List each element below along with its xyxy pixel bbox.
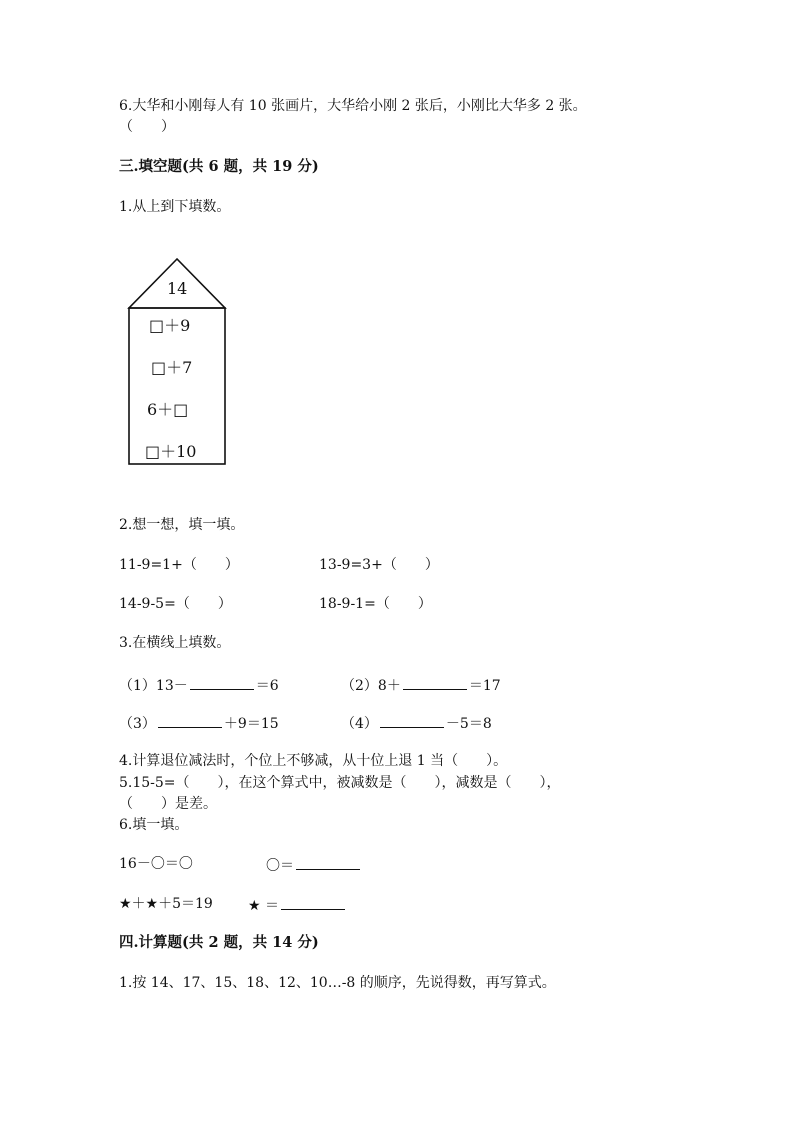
- q3-item1-before: （1）13－: [119, 678, 188, 694]
- fill-blank[interactable]: [380, 713, 444, 728]
- q6-row2-right-label: ★ ＝: [248, 898, 280, 914]
- fill-blank[interactable]: [158, 713, 222, 728]
- q6-row1-right-label: 〇＝: [266, 858, 294, 874]
- fill-blank[interactable]: [281, 895, 345, 910]
- question-3-5-line-1: 5.15-5=（ ），在这个算式中，被减数是（ ），减数是（ ），: [119, 775, 561, 791]
- house-roof-number: 14: [167, 279, 188, 298]
- question-3-3-item-3: [119, 713, 279, 733]
- house-diagram: [127, 258, 227, 468]
- q3-item3-before: （3）: [119, 716, 156, 732]
- question-4-1: 1.按 14、17、15、18、12、10…-8 的顺序，先说得数，再写算式。: [119, 975, 556, 991]
- question-3-2-item-4: 18-9-1=（ ）: [319, 596, 432, 612]
- q3-item4-before: （4）: [341, 716, 378, 732]
- section-4-heading: 四.计算题(共 2 题，共 14 分): [119, 934, 319, 951]
- house-row-4: □＋10: [145, 442, 197, 461]
- house-row-3: 6＋□: [147, 400, 189, 419]
- question-3-3-item-2: [341, 675, 501, 695]
- fill-blank[interactable]: [403, 675, 467, 690]
- q3-item3-after: ＋9＝15: [223, 716, 279, 732]
- question-3-6-row-2-right: [248, 895, 347, 915]
- fill-blank[interactable]: [296, 855, 360, 870]
- question-3-6-row-1-right: [266, 855, 362, 875]
- question-2-6-answer: （ ）: [119, 119, 175, 135]
- question-3-5-line-2: （ ）是差。: [119, 796, 217, 812]
- question-3-2-item-1: 11-9=1+（ ）: [119, 557, 239, 573]
- section-3-heading: 三.填空题(共 6 题，共 19 分): [119, 158, 319, 175]
- question-3-1-prompt: 1.从上到下填数。: [119, 199, 231, 215]
- question-3-4: 4.计算退位减法时，个位上不够减，从十位上退 1 当（ ）。: [119, 753, 508, 769]
- q3-item2-before: （2）8＋: [341, 678, 401, 694]
- question-3-3-prompt: 3.在横线上填数。: [119, 635, 231, 651]
- fill-blank[interactable]: [190, 675, 254, 690]
- question-3-2-item-2: 13-9=3+（ ）: [319, 557, 439, 573]
- question-3-6-prompt: 6.填一填。: [119, 817, 189, 833]
- question-2-6-text: 6.大华和小刚每人有 10 张画片，大华给小刚 2 张后，小刚比大华多 2 张。: [119, 98, 587, 114]
- house-row-1: □＋9: [149, 316, 191, 335]
- question-3-2-prompt: 2.想一想，填一填。: [119, 517, 245, 533]
- question-3-2-item-3: 14-9-5=（ ）: [119, 596, 232, 612]
- house-row-2: □＋7: [151, 358, 193, 377]
- question-3-6-row-1-left: 16－〇＝〇: [119, 856, 193, 872]
- question-3-3-item-1: [119, 675, 279, 695]
- q3-item1-after: ＝6: [255, 678, 279, 694]
- q3-item2-after: ＝17: [468, 678, 501, 694]
- question-3-6-row-2-left: ★＋★＋5＝19: [119, 896, 213, 912]
- q3-item4-after: －5＝8: [445, 716, 492, 732]
- question-3-3-item-4: [341, 713, 492, 733]
